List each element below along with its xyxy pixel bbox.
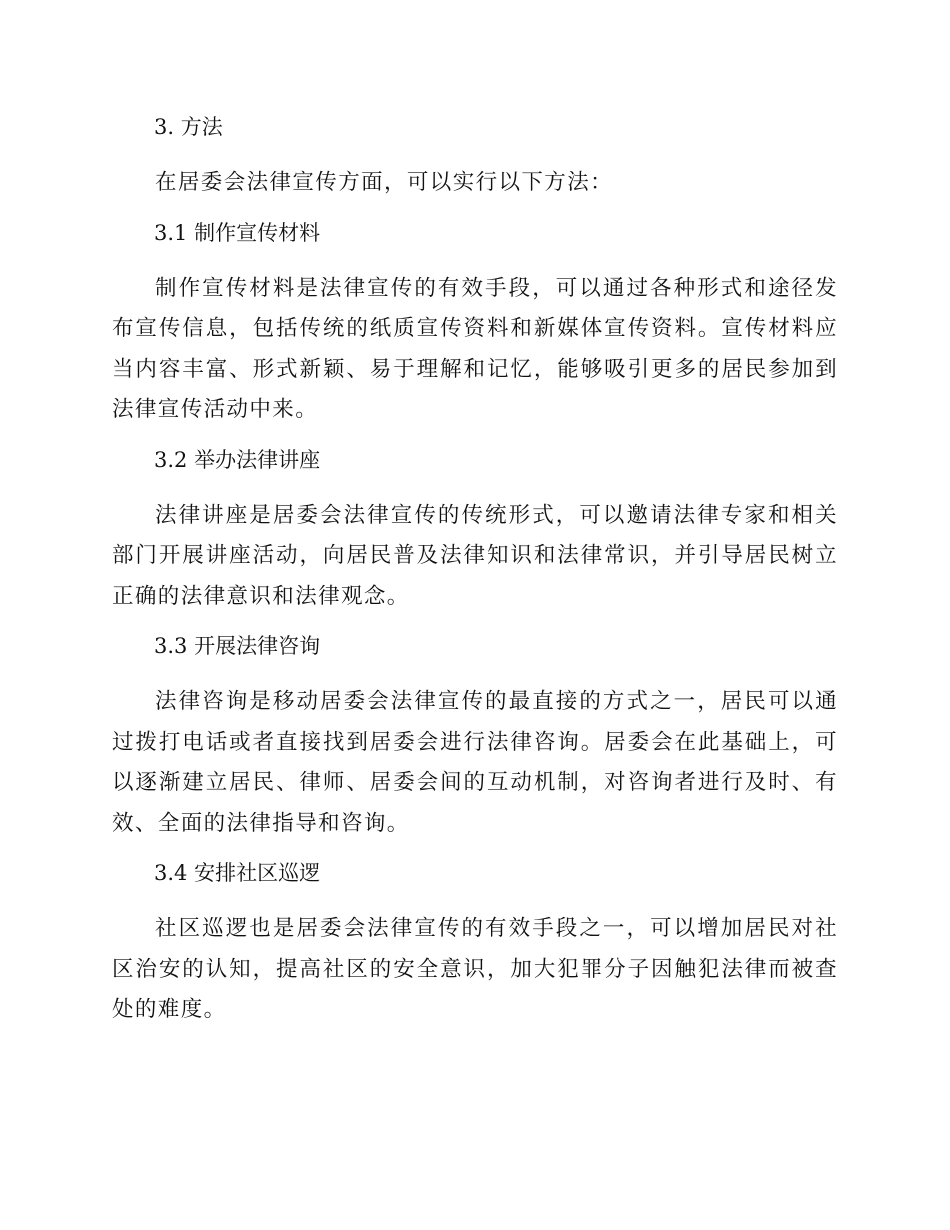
subsection-title: 3.4 安排社区巡逻 [154, 861, 321, 885]
section-title: 3. 方法 [154, 115, 223, 139]
intro-paragraph: 在居委会法律宣传方面，可以实行以下方法： [155, 170, 614, 195]
subsection-title: 3.2 举办法律讲座 [154, 447, 321, 472]
subsection-body: 法律咨询是移动居委会法律宣传的最直接的方式之一，居民可以通过拨打电话或者直接找到居委会进行法律咨询。居委会在此基础上，可以逐渐建立居民、律师、居委会间的互动机制，对咨询者进行及时、有效、全面的法律指导和咨询。 [112, 689, 838, 836]
subsection-title: 3.1 制作宣传材料 [154, 220, 321, 245]
subsection-body: 社区巡逻也是居委会法律宣传的有效手段之一，可以增加居民对社区治安的认知，提高社区的安全意识，加大犯罪分子因触犯法律而被查处的难度。 [112, 916, 838, 1022]
subsection-body: 法律讲座是居委会法律宣传的传统形式，可以邀请法律专家和相关部门开展讲座活动，向居民普及法律知识和法律常识，并引导居民树立正确的法律意识和法律观念。 [112, 502, 838, 609]
subsection-body: 制作宣传材料是法律宣传的有效手段，可以通过各种形式和途径发布宣传信息，包括传统的纸质宣传资料和新媒体宣传资料。宣传材料应当内容丰富、形式新颖、易于理解和记忆，能够吸引更多的居民参加到法律宣传活动中来。 [112, 275, 838, 422]
subsection-title: 3.3 开展法律咨询 [154, 634, 321, 658]
